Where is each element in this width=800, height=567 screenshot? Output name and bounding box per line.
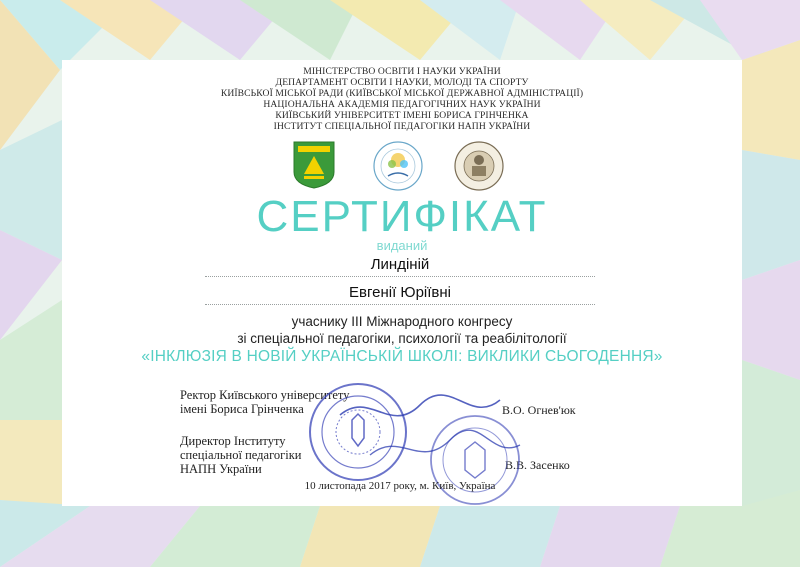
participant-line: учаснику III Міжнародного конгресу <box>291 314 513 329</box>
director-name: В.В. Засенко <box>505 458 570 472</box>
surname-dotted-line <box>205 276 595 277</box>
issued-label: виданий <box>376 238 428 253</box>
institute-seal-icon <box>453 140 505 192</box>
director-role <box>180 434 302 476</box>
rector-role-line: імені Бориса Грінченка <box>180 402 304 416</box>
date-place: 10 листопада 2017 року, м. Київ, Україна <box>304 480 496 492</box>
director-role-line: спеціальної педагогіки <box>180 448 302 462</box>
name-dotted-line <box>205 304 595 305</box>
director-role-line: НАПН України <box>180 462 262 476</box>
header-institute: ІНСТИТУТ СПЕЦІАЛЬНОЇ ПЕДАГОГІКИ НАПН УКРАЇНИ <box>273 121 531 132</box>
rector-name: В.О. Огнев'юк <box>502 403 576 417</box>
header-academy: НАЦІОНАЛЬНА АКАДЕМІЯ ПЕДАГОГІЧНИХ НАУК УКРАЇНИ <box>263 99 541 110</box>
fields-line: зі спеціальної педагогіки, психології та реабілітології <box>237 331 567 346</box>
header-university: КИЇВСЬКИЙ УНІВЕРСИТЕТ ІМЕНІ БОРИСА ГРІНЧЕНКА <box>275 110 529 121</box>
recipient-surname: Линдіній <box>370 256 430 273</box>
recipient-name: Евгенії Юріївні <box>349 284 451 301</box>
certificate-title: СЕРТИФІКАТ <box>256 192 548 241</box>
congress-emblem-icon <box>372 140 424 192</box>
congress-title: «ІНКЛЮЗІЯ В НОВІЙ УКРАЇНСЬКІЙ ШКОЛІ: ВИКЛИКИ СЬОГОДЕННЯ» <box>141 348 663 365</box>
header-department: ДЕПАРТАМЕНТ ОСВІТИ І НАУКИ, МОЛОДІ ТА СПОРТУ <box>275 77 529 88</box>
rector-role-line: Ректор Київського університету <box>180 388 350 402</box>
university-logo-icon <box>292 140 336 190</box>
signatures-icon <box>330 385 530 475</box>
header-ministry: МІНІСТЕРСТВО ОСВІТИ І НАУКИ УКРАЇНИ <box>303 66 501 77</box>
header-city-council: КИЇВСЬКОЇ МІСЬКОЇ РАДИ (КИЇВСЬКОЇ МІСЬКОЇ ДЕРЖАВНОЇ АДМІНІСТРАЦІЇ) <box>220 88 584 99</box>
director-role-line: Директор Інституту <box>180 434 286 448</box>
